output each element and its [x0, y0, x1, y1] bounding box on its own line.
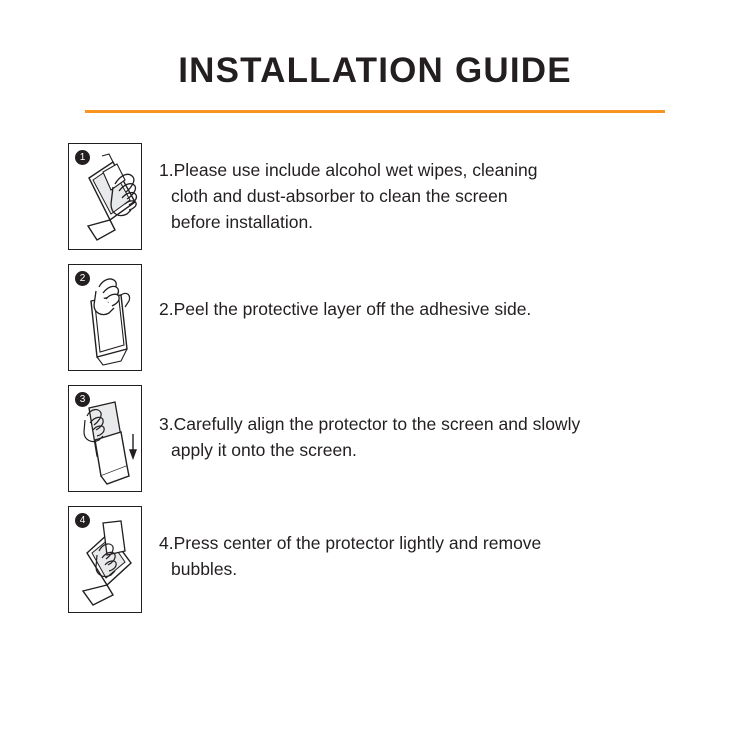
list-item	[0, 264, 750, 371]
step-line-2: apply it onto the screen.	[171, 439, 357, 460]
step-illustration-1	[68, 143, 142, 250]
step-line-1: Please use include alcohol wet wipes, cleaning	[173, 159, 538, 180]
header	[0, 0, 750, 113]
title-divider	[85, 110, 665, 113]
list-item	[0, 506, 750, 613]
step-text-1	[142, 143, 750, 235]
page-title: INSTALLATION GUIDE	[178, 51, 572, 90]
step-line-3: before installation.	[171, 211, 314, 232]
step-number: 4.	[159, 532, 174, 553]
step-line-2: bubbles.	[171, 558, 238, 579]
step-badge: 2	[75, 271, 90, 286]
step-badge: 1	[75, 150, 90, 165]
step-line-1: Press center of the protector lightly and remove	[173, 532, 542, 553]
step-illustration-2	[68, 264, 142, 371]
step-line-2: cloth and dust-absorber to clean the screen	[171, 185, 508, 206]
list-item	[0, 385, 750, 492]
step-number: 2.	[159, 298, 174, 319]
step-text-2	[142, 264, 750, 322]
step-number: 1.	[159, 159, 174, 180]
step-illustration-3	[68, 385, 142, 492]
step-line-1: Carefully align the protector to the screen and slowly	[173, 413, 581, 434]
step-number: 3.	[159, 413, 174, 434]
steps-list	[0, 143, 750, 613]
step-badge: 4	[75, 513, 90, 528]
step-badge: 3	[75, 392, 90, 407]
step-text-4	[142, 506, 750, 582]
step-illustration-4	[68, 506, 142, 613]
step-text-3	[142, 385, 750, 463]
step-line-1: Peel the protective layer off the adhesive side.	[173, 298, 532, 319]
list-item	[0, 143, 750, 250]
